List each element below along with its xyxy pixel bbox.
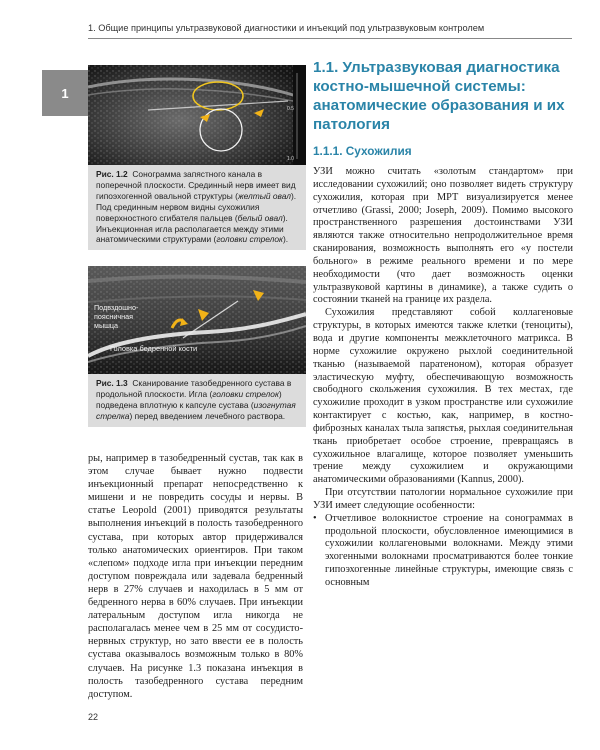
header-divider (88, 38, 572, 39)
subsection-title: 1.1.1. Сухожилия (313, 144, 412, 158)
paragraph: УЗИ можно считать «золотым стандартом» при исследовании сухожилий; оно позволяет видеть структуру сухожилия, которая при МРТ визуализируется менее отчетливо (Grassi, 2000; Joseph, 2009). Помимо высокого пространственного разрешения достоинствами УЗИ являются также относительно непродолжительное время сканирования, возможность выполнять его «у постели больного» в режиме реального времени и по мере необходимости (что дает возможность оценки ультразвуковой картины в динамике), а также судить о состоянии тканей на границе их раздела. (313, 166, 573, 306)
paragraph: Сухожилия представляют собой коллагеновые структуры, в которых имеются также клетки (теноциты), вода и другие компоненты межклеточного матрикса. В норме сухожилие окружено рыхлой соединительной тканью (называемой паратеноном), которая образует эластическую муфту, обеспечивающую возможность свободного скольжения сухожилия. В тех местах, где сухожилие проходит в узком пространстве или сухожилие контактирует с костью, как, например, в костно-фиброзных каналах тыла запястья, рыхлая соединительная ткань приобретает особое строение, превращаясь в сухожильное влагалище, которое позволяет уменьшить трение между сухожилием и окружающими анатомическими образованиями (Kannus, 2000). (313, 307, 573, 486)
running-header: 1. Общие принципы ультразвуковой диагностики и инъекций под ультразвуковым контролем (88, 23, 485, 33)
right-column (313, 58, 573, 590)
scale-label-top: 0.5 (287, 106, 294, 112)
ultrasound-image-hip (88, 266, 306, 374)
carpal-tunnel-sonogram (88, 65, 306, 165)
bullet-icon: • (313, 512, 317, 524)
bone-label: Головка бедренной кости (110, 344, 198, 353)
figure-label: Рис. 1.2 (96, 169, 128, 179)
figure-1-3-caption: Рис. 1.3 Сканирование тазобедренного сустава в продольной плоскости. Игла (головки стрелок) подведена вплотную к капсуле сустава (изогнутая стрелка) перед введением лечебного раствора. (88, 374, 306, 427)
figure-label: Рис. 1.3 (96, 378, 128, 388)
left-column-text: ры, например в тазобедренный сустав, так как в этом случае бывает нужно подвести инъекционный препарат непосредственно к мишени и не повредить сосуды и нервы. В статье Leopold (2001) приводятся результаты выполнения инъекций в полость тазобедренного сустава, при которых автор придерживался только анатомических ориентиров. При таком «слепом» подходе игла при инъекции передним доступом повреждала или задевала бедренный нерв в 27% случаев и находилась в 5 мм от бедренного нерва в 60% случаев. При инъекции латеральным доступом игла никогда не располагалась менее чем в 25 мм от сосудисто-нервных структур, но зато ввести ее в полость сустава оказывалось возможным только в 80% случаев. На рисунке 1.3 показана инъекция в полость тазобедренного сустава передним доступом. (88, 453, 303, 700)
paragraph: При отсутствии патологии нормальное сухожилие при УЗИ имеет следующие особенности: (313, 487, 573, 511)
list-item: • Отчетливое волокнистое строение на сонограммах в продольной плоскости, обусловленное имеющимися в сухожилии коллагеновыми волокнами. Между этими эхогенными волокнами просматриваются более тонкие гипоэхогенные линейные структуры, имеющие связь с основным (313, 512, 573, 588)
section-title: 1.1. Ультразвуковая диагностика костно-мышечной системы: анатомические образования и их патология (313, 59, 565, 133)
chapter-tab: 1 (42, 70, 88, 116)
figure-1-2-caption: Рис. 1.2 Сонограмма запястного канала в поперечной плоскости. Срединный нерв имеет вид гипоэхогенной овальной структуры (желтый овал). Под срединным нервом видны сухожилия поверхностного сгибателя пальцев (белый овал). Инъекционная игла располагается между этими анатомическими структурами (головки стрелок). (88, 165, 306, 250)
page-number: 22 (88, 712, 99, 722)
ultrasound-image-carpal-tunnel (88, 65, 306, 165)
muscle-label: Подвздошно- поясничная мышца (94, 303, 139, 330)
hip-joint-sonogram (88, 266, 306, 374)
scale-label-bottom: 1.0 (287, 156, 294, 162)
